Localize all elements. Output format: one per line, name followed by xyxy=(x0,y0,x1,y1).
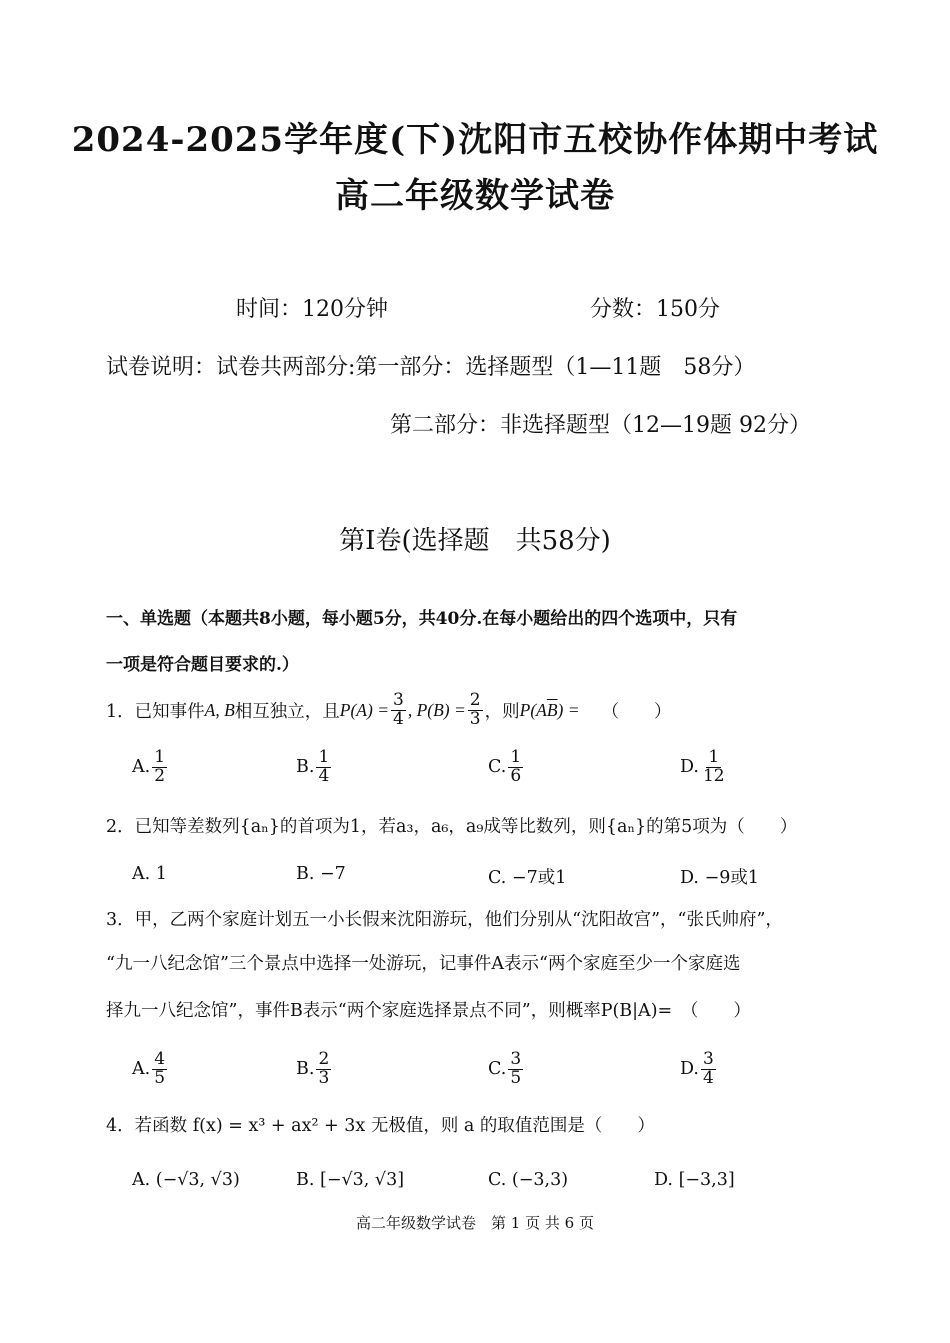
exam-description-line2: 第二部分：非选择题型（12—19题 92分） xyxy=(390,413,811,438)
q1-option-c-num: 1 xyxy=(510,746,522,767)
question-1 xyxy=(106,688,672,732)
q3-option-b-num: 2 xyxy=(318,1048,330,1069)
q1-ask-expr-bbar: $\overline{B}$ xyxy=(546,699,558,720)
q2-option-d xyxy=(680,864,759,889)
q1-ask-expr-end: ) = xyxy=(557,699,580,720)
q1-option-a-fraction xyxy=(152,746,167,786)
q1-pA-num: 3 xyxy=(393,689,404,710)
q4-option-d xyxy=(654,1170,735,1190)
q2-option-c xyxy=(488,864,566,889)
question-3-line3: 择九一八纪念馆”，事件B表示“两个家庭选择景点不同”，则概率P(B|A)= （ ） xyxy=(106,1001,751,1021)
q1-mid: 相互独立，且 xyxy=(234,701,340,722)
exam-title-line1: 2024-2025学年度(下)沈阳市五校协作体期中考试 xyxy=(71,120,879,160)
q3-option-d-fraction xyxy=(701,1048,716,1088)
q1-option-b xyxy=(296,744,333,790)
question-2: 2．已知等差数列{aₙ}的首项为1，若a₃，a₆，a₉成等比数列，则{aₙ}的第5项为（ ） xyxy=(106,817,798,837)
q1-pB-den: 3 xyxy=(469,708,481,729)
q3-option-d-num: 3 xyxy=(702,1048,714,1069)
q2-option-d-label: D. xyxy=(680,868,699,888)
q4-option-a-value: (−√3, √3) xyxy=(155,1170,240,1190)
exam-description-line1: 试卷说明：试卷共两部分:第一部分：选择题型（1—11题 58分） xyxy=(106,355,756,380)
q1-pA-den: 4 xyxy=(393,708,404,729)
q2-option-b-label: B. xyxy=(296,864,315,884)
part1-intro-line1: 一、单选题（本题共8小题，每小题5分，共40分.在每小题给出的四个选项中，只有 xyxy=(106,609,738,629)
part1-intro-line2: 一项是符合题目要求的.） xyxy=(106,655,299,675)
q3-option-a-num: 4 xyxy=(154,1048,166,1069)
q1-option-d-den: 12 xyxy=(702,765,725,786)
exam-title-line2: 高二年级数学试卷 xyxy=(335,176,615,216)
q1-option-b-num: 1 xyxy=(318,746,330,767)
q3-option-b-label: B. xyxy=(296,1059,315,1079)
q2-option-d-value: −9或1 xyxy=(704,868,759,888)
q1-ask-pre: ，则 xyxy=(484,701,520,722)
q1-option-c xyxy=(488,744,525,790)
q1-option-d-label: D. xyxy=(680,757,699,777)
q1-option-a-num: 1 xyxy=(154,746,166,767)
q4-option-c-value: (−3,3) xyxy=(511,1170,569,1190)
q4-option-c xyxy=(488,1170,568,1190)
section-heading: 第Ⅰ卷(选择题 共58分) xyxy=(339,526,611,556)
q3-option-a-label: A. xyxy=(132,1059,151,1079)
question-3-line1: 3．甲，乙两个家庭计划五一小长假来沈阳游玩，他们分别从“沈阳故宫”，“张氏帅府”， xyxy=(106,910,783,930)
q1-option-c-den: 6 xyxy=(510,765,522,786)
exam-score: 分数：150分 xyxy=(590,297,720,322)
q1-pA: P(A) = xyxy=(339,699,389,720)
q4-option-d-label: D. xyxy=(654,1170,673,1190)
q1-option-b-fraction xyxy=(316,746,331,786)
q2-option-c-value: −7或1 xyxy=(511,868,567,888)
question-4: 4．若函数 f(x) = x³ + ax² + 3x 无极值，则 a 的取值范围是（ ） xyxy=(106,1116,655,1136)
q2-option-b-value: −7 xyxy=(320,864,346,884)
q2-option-a-value: 1 xyxy=(155,864,167,884)
q1-option-c-label: C. xyxy=(488,757,507,777)
q4-option-c-label: C. xyxy=(488,1170,507,1190)
q3-option-d xyxy=(680,1046,718,1092)
q1-option-d-fraction xyxy=(701,746,727,786)
q1-pA-fraction xyxy=(391,689,406,729)
q1-option-b-label: B. xyxy=(296,757,315,777)
q2-option-a xyxy=(132,864,167,884)
q1-prefix: 1．已知事件 xyxy=(106,701,205,722)
q3-option-a-fraction xyxy=(152,1048,167,1088)
q3-option-c-num: 3 xyxy=(510,1048,522,1069)
q1-ask-expr-p: P(A xyxy=(519,699,547,720)
q3-option-c xyxy=(488,1046,525,1092)
q1-pB-num: 2 xyxy=(469,689,481,710)
q1-option-c-fraction xyxy=(508,746,523,786)
q3-option-d-label: D. xyxy=(680,1059,699,1079)
q3-option-b xyxy=(296,1046,333,1092)
q2-option-a-label: A. xyxy=(132,864,151,884)
q3-option-b-den: 3 xyxy=(318,1067,330,1088)
q2-option-b xyxy=(296,864,346,884)
q4-option-a-label: A. xyxy=(132,1170,151,1190)
q3-option-c-den: 5 xyxy=(510,1067,522,1088)
q1-option-d xyxy=(680,744,729,790)
q1-option-a-label: A. xyxy=(132,757,151,777)
q4-option-a xyxy=(132,1170,240,1190)
question-3-line2: “九一八纪念馆”三个景点中选择一处游玩，记事件A表示“两个家庭至少一个家庭选 xyxy=(106,954,741,974)
q1-option-d-num: 1 xyxy=(708,746,720,767)
q3-option-c-label: C. xyxy=(488,1059,507,1079)
q3-option-d-den: 4 xyxy=(702,1067,714,1088)
q3-option-a xyxy=(132,1046,169,1092)
q1-answer-paren: （ ） xyxy=(601,701,672,722)
q3-option-a-den: 5 xyxy=(154,1067,166,1088)
q1-option-a xyxy=(132,744,169,790)
q1-pB: , P(B) = xyxy=(407,699,466,720)
q3-option-c-fraction xyxy=(508,1048,523,1088)
q1-pB-fraction xyxy=(468,689,483,729)
q4-option-b xyxy=(296,1170,404,1190)
q1-option-b-den: 4 xyxy=(318,765,330,786)
q4-option-b-label: B. xyxy=(296,1170,315,1190)
q3-option-b-fraction xyxy=(316,1048,331,1088)
q1-option-a-den: 2 xyxy=(154,765,166,786)
q1-vars: A, B xyxy=(204,699,235,720)
q4-option-b-value: [−√3, √3] xyxy=(320,1170,405,1190)
q2-option-c-label: C. xyxy=(488,868,507,888)
page-footer: 高二年级数学试卷 第 1 页 共 6 页 xyxy=(356,1214,594,1232)
exam-time: 时间：120分钟 xyxy=(236,297,388,322)
q4-option-d-value: [−3,3] xyxy=(678,1170,735,1190)
